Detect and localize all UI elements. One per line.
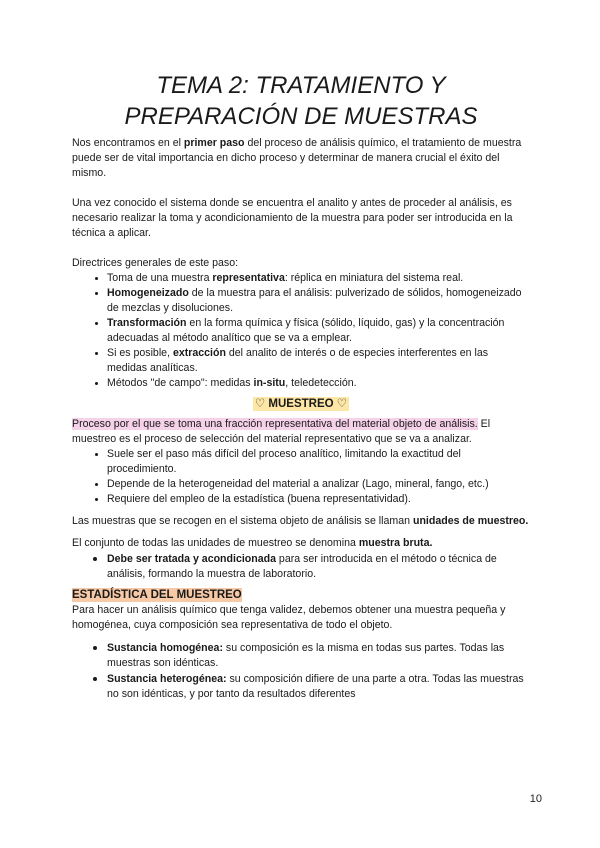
list-item: • Sustancia homogénea: su composición es la misma en todas sus partes. Todas las muestras son idénticas.	[107, 640, 530, 671]
list-item: • Si es posible, extracción del analito de interés o de especies interferentes en las medidas analíticas.	[107, 346, 530, 376]
document-page	[72, 70, 530, 702]
directrices-list	[72, 271, 530, 391]
list-item: • Toma de una muestra representativa: réplica en miniatura del sistema real.	[107, 271, 530, 286]
list-item: • Transformación en la forma química y física (sólido, líquido, gas) y la concentración adecuadas al método analítico que se va a emplear.	[107, 316, 530, 346]
list-item: • Requiere del empleo de la estadística (buena representatividad).	[107, 492, 530, 507]
estadistica-heading: ESTADÍSTICA DEL MUESTREO	[72, 589, 242, 601]
directrices-label: Directrices generales de este paso:	[72, 257, 239, 269]
unidades-paragraph: Las muestras que se recogen en el sistema objeto de análisis se llaman unidades de muestreo.	[72, 515, 529, 527]
list-item: • Debe ser tratada y acondicionada para ser introducida en el método o técnica de análisis, formando la muestra de laboratorio.	[107, 551, 530, 582]
list-item: • Sustancia heterogénea: su composición difiere de una parte a otra. Todas las muestras no son idénticas, y por tanto da resultados diferentes	[107, 671, 530, 702]
highlighted-definition: Proceso por el que se toma una fracción representativa del material objeto de análisis.	[72, 418, 478, 430]
list-item: • Suele ser el paso más difícil del proceso analítico, limitando la exactitud del procedimiento.	[107, 447, 530, 477]
page-title	[72, 70, 530, 132]
estadistica-list	[72, 640, 530, 702]
muestreo-definition: Proceso por el que se toma una fracción representativa del material objeto de análisis. El muestreo es el proceso de selección del material representativo que se va a analizar.	[72, 418, 491, 445]
title-line-2: PREPARACIÓN DE MUESTRAS	[124, 103, 478, 130]
intro-paragraph-2: Una vez conocido el sistema donde se encuentra el analito y antes de proceder al análisis, es necesario realizar la toma y acondicionamiento de la muestra para poder ser introducida en la técnica a aplicar.	[72, 197, 513, 239]
list-item: • Métodos "de campo": medidas in-situ, teledetección.	[107, 376, 530, 391]
page-number: 10	[529, 793, 542, 805]
list-item: • Depende de la heterogeneidad del material a analizar (Lago, mineral, fango, etc.)	[107, 477, 530, 492]
muestreo-list	[72, 447, 530, 507]
title-line-1: TEMA 2: TRATAMIENTO Y	[156, 72, 446, 99]
muestra-bruta-paragraph: El conjunto de todas las unidades de muestreo se denomina muestra bruta.	[72, 537, 433, 549]
muestreo-heading: ♡ MUESTREO ♡	[254, 398, 348, 410]
intro-paragraph-1: Nos encontramos en el primer paso del proceso de análisis químico, el tratamiento de muestra puede ser de vital importancia en dicho proceso y determinar de manera crucial el éxito del mismo.	[72, 137, 522, 179]
estadistica-intro: Para hacer un análisis químico que tenga validez, debemos obtener una muestra pequeña y homogénea, cuya composición sea representativa de todo el objeto.	[72, 604, 506, 631]
list-item: • Homogeneizado de la muestra para el análisis: pulverizado de sólidos, homogeneizado de mezclas y disoluciones.	[107, 286, 530, 316]
tratada-list	[72, 551, 530, 582]
